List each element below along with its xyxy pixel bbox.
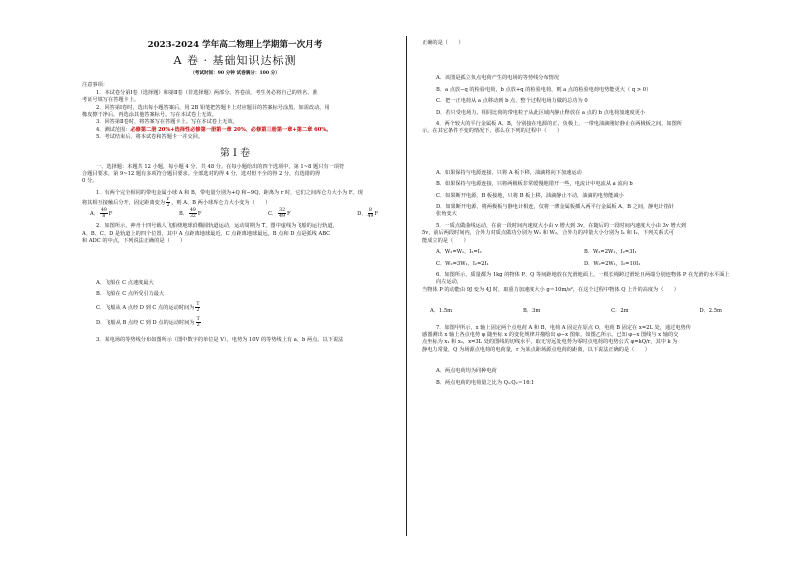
- q1-line: 1．有两个完全相同的带电金属小球 A 和 B，带电量分别为+Q 和−9Q，距离为 r 时，它们之间库仑力大小为 F。现: [96, 189, 363, 196]
- q5-line: 能成立的是（ ）: [422, 237, 469, 244]
- option-fraction: [100, 208, 108, 219]
- q1-line-tail: ，则 A、B 两小球库仑力大小变为（ ）: [171, 200, 271, 207]
- q1-fraction-num: r: [167, 197, 170, 203]
- option-fraction: [196, 317, 201, 328]
- q2-figure-area: [82, 246, 388, 280]
- q5-options-row: [422, 249, 732, 256]
- notice-scope-range: 必修第二册 20%+选择性必修第一册第一章 20%、必修第三册第一章+第二章 60%。: [130, 126, 332, 133]
- q3-option-d: D．若只受电场力，相同比荷的带电粒子从此区域内静止释放在 a 点的 b 点电荷加速度更小: [436, 109, 646, 116]
- q6-option-b: B．3m: [523, 308, 541, 315]
- option-label: B．: [178, 211, 188, 218]
- option-fraction: [189, 208, 197, 219]
- q4-line: 示，在其它条件不变的情况下，那么在下列的过程中（ ）: [422, 128, 563, 135]
- q1-line: [82, 197, 388, 208]
- q6-option-d: D．2.5m: [699, 308, 722, 315]
- q7-line: 静电力常量，Q 为场源点电荷的电荷量，r 为某点距场源点电荷的距离，以下说法正确的是（ ）: [422, 346, 650, 353]
- notice-line: 橡皮擦干净后，再选涂其他答案标号。写在本试卷上无效。: [82, 112, 217, 119]
- exam-subtitle: A 卷 · 基础知识达标测: [173, 54, 297, 67]
- fraction-num: T: [196, 302, 200, 308]
- fraction-num: 32: [279, 208, 285, 214]
- q4-line: 4．两个较大的平行金属板 A、B，分别接在电源的正、负极上，一带电油滴刚好静止在两极板之间，如图所: [436, 121, 682, 128]
- left-column: [82, 40, 388, 345]
- option-unit: F: [287, 211, 291, 218]
- q2-option-a: A．飞船在 C 点速度最大: [96, 279, 154, 286]
- notice-line: 1．本试卷分第Ⅰ卷（选择题）和第Ⅱ卷（非选择题）两部分。答卷前，考生务必将自己的姓名、准: [96, 89, 318, 96]
- q6-option-a: A．1.5m: [430, 308, 453, 315]
- notice-heading: 注意事项：: [82, 82, 108, 89]
- exam-title: 2023-2024 学年高二物理上学期第一次月考: [147, 40, 323, 50]
- section-title: 第 Ⅰ 卷: [219, 147, 251, 159]
- q7-line: 7．如图甲所示，x 轴上固定两个点电荷 A 和 B，电荷 A 固定在原点 O，电荷 B 固定在 x=2L 处，通过电势传: [436, 324, 691, 331]
- q7-option-b: B．两点电荷的电荷量之比为 Q₁∶Q₂＝16∶1: [436, 379, 535, 386]
- q2-line: A、B、C、D 是轨道上的四个位置，其中 A 点距离地球最近，C 点距离地球最远。B 点和 D 点是弧线 ABC: [82, 230, 331, 237]
- q6-options: [422, 308, 732, 315]
- q7-option-a: A．两点电荷均为同种电荷: [436, 368, 497, 375]
- fraction-num: 49: [189, 208, 196, 214]
- option-label: A．: [90, 211, 99, 218]
- q3-option-c: C．把一正电荷从 a 点移动到 b 点，整个过程电场力做的总功为 0: [436, 98, 588, 105]
- option-unit: F: [108, 211, 113, 218]
- option-unit: F: [374, 211, 378, 218]
- q6-line: 6．如图所示，质量都为 1kg 的物体 P、Q 等间距地放在光滑地面上，一根长绳跨过滑轮且两端分别连物体 P 在光滑的水平面上向左运动，: [436, 271, 730, 286]
- q5-option-b: B．W₂=2W₁，I₂=3I₁: [584, 249, 637, 256]
- notice-line: 2．回答第Ⅰ卷时，选出每小题答案后，用 2B 铅笔把答题卡上对应题目的答案标号涂黑。如需改动，用: [96, 104, 330, 111]
- option-fraction: [195, 302, 200, 313]
- fraction-den: 2: [196, 308, 200, 314]
- q1-fraction-den: 2: [166, 203, 170, 209]
- option-fraction: [278, 208, 286, 219]
- q3-line: 3．某电场的等势线分布如图所示（图中数字的单位是 V），电势为 10V 的等势线上有 a、b 两点。以下说法: [96, 337, 344, 344]
- q1-fraction: [166, 197, 170, 208]
- q5-option-a: A．W₂=W₁，I₂=I₁: [436, 249, 482, 256]
- section-intro-line: 0 分。: [82, 178, 98, 185]
- q1-line-text: 将其相互接触后分开，固定距离变为: [82, 200, 166, 207]
- option-label: C．: [267, 211, 278, 218]
- notice-scope-prefix: 4．测试范围：: [96, 126, 131, 133]
- q1-option-a: [90, 208, 112, 219]
- q1-option-c: [268, 208, 291, 219]
- q5-option-d: D．W₂=2W₁，I₂=10I₁: [584, 260, 641, 267]
- fraction-num: 8: [368, 208, 372, 214]
- notice-line: 3．回答第Ⅱ卷时，将答案写在答题卡上。写在本试卷上无效。: [96, 119, 238, 126]
- q7-line: 点坐标为 x₁ 和 x₂，x=3L 处的图线的切线水平，取无穷远处电势为零时点电荷的电势公式 φ=kQ/r，其中 k 为: [422, 339, 678, 346]
- q3-continuation: 正确的是（ ）: [422, 40, 464, 46]
- q1-options: [82, 208, 388, 219]
- option-unit: F: [197, 211, 202, 218]
- fraction-den: 8: [102, 214, 106, 220]
- fraction-den: 49: [279, 214, 285, 220]
- fraction-den: 32: [189, 214, 196, 220]
- q3-option-a: A．该图是孤立负点电荷产生的电场的等势线分布情况: [436, 75, 560, 82]
- section-intro-line: 合题目要求，第 9~12 题有多项符合题目要求。全部选对的得 4 分，选对但不全的得 2 分，有选错的得: [82, 171, 321, 178]
- notice-line: 考证号填写在答题卡上。: [82, 97, 140, 104]
- option-fraction: [368, 208, 374, 219]
- q6-line: 当物体 P 的动能由 9J 变为 4J 时，取重力加速度大小 g＝10m/s²，在这个过程中物体 Q 上升的高度为（ ）: [422, 286, 679, 293]
- fraction-den: 2: [196, 323, 200, 329]
- q2-option-b: B．飞船在 C 点所受引力最大: [96, 290, 165, 297]
- q2-option-c: [82, 302, 388, 313]
- exam-meta: （考试时间：90 分钟 试卷满分：100 分）: [190, 71, 280, 76]
- option-text: C．飞船从 A 点经 D 到 C 点的运动时间为: [96, 305, 195, 312]
- q2-line: 2．如图所示，神舟十四号载人飞船绕地球沿椭圆轨道运动，运动周期为 T，图中虚线为飞船的运行轨道，: [96, 223, 338, 230]
- q4-figure-area: [422, 136, 732, 170]
- q5-option-c: C．W₂=3W₁，I₂=2I₁: [436, 260, 489, 267]
- q1-option-d: [357, 208, 378, 219]
- fraction-num: T: [196, 317, 200, 323]
- q7-line: 感器测出 x 轴上各点电势 φ 随坐标 x 的变化规律并描绘出 φ−x 图象，如图乙所示。已知 φ−x 图线与 x 轴的交: [422, 331, 679, 338]
- q4-option-a: A．如果保持与电源连接，只将 A 板下移，油滴将向下加速运动: [436, 169, 582, 176]
- q1-option-b: [179, 208, 201, 219]
- q4-option-c: C．如果断开电源，B 板接地，只将 B 板上移，油滴静止不动，油滴的电势能减小: [436, 192, 624, 199]
- q6-option-c: C．2m: [611, 308, 629, 315]
- notice-line: 5．考试结束后，将本试卷和答题卡一并交回。: [96, 134, 204, 141]
- q5-line: 5v，前后两段时间内，合外力对质点做功分别为 W₁ 和 W₂，合外力的冲量大小分别为 I₁ 和 I₂，下列关系式可: [422, 230, 674, 237]
- q2-option-d: [82, 317, 388, 328]
- q3-option-b: B．a 点放−q 的检验电荷，b 点放+q 的检验电荷，则 a 点的检验电荷电势能更大（ q > 0）: [436, 86, 652, 93]
- section-intro-line: 一、选择题：本题共 12 小题，每小题 4 分，共 48 分。在每小题给出的四个选项中，第 1~8 题只有一项符: [96, 163, 345, 170]
- right-column: [422, 40, 732, 387]
- q4-option-d-cont: 张角变大: [436, 211, 457, 218]
- q4-option-b: B．如果保持与电源连接，只将两极板非常缓慢地错开一些，电流计中电流从 a 流向 b: [436, 181, 633, 188]
- fraction-den: 49: [367, 214, 374, 220]
- column-divider: [406, 36, 407, 536]
- option-text: D．飞船从 B 点经 C 到 D 点的运动时间为: [96, 320, 195, 327]
- q5-line: 5．一质点做曲线运动，在前一段时间内速度大小由 v 增大到 3v，在随后的一段时间内速度大小由 3v 增大到: [436, 222, 687, 229]
- q4-option-d: D．如果断开电源，将两极板与静电计相连，仅将一薄金属板插入两平行金属板 A、B 之间，静电计指针: [436, 204, 675, 211]
- option-label: D．: [357, 211, 367, 218]
- q5-options-row: [422, 261, 732, 268]
- q2-line: 和 ADC 的中点，下列说法正确的是（ ）: [82, 238, 186, 245]
- fraction-num: 49: [100, 208, 107, 214]
